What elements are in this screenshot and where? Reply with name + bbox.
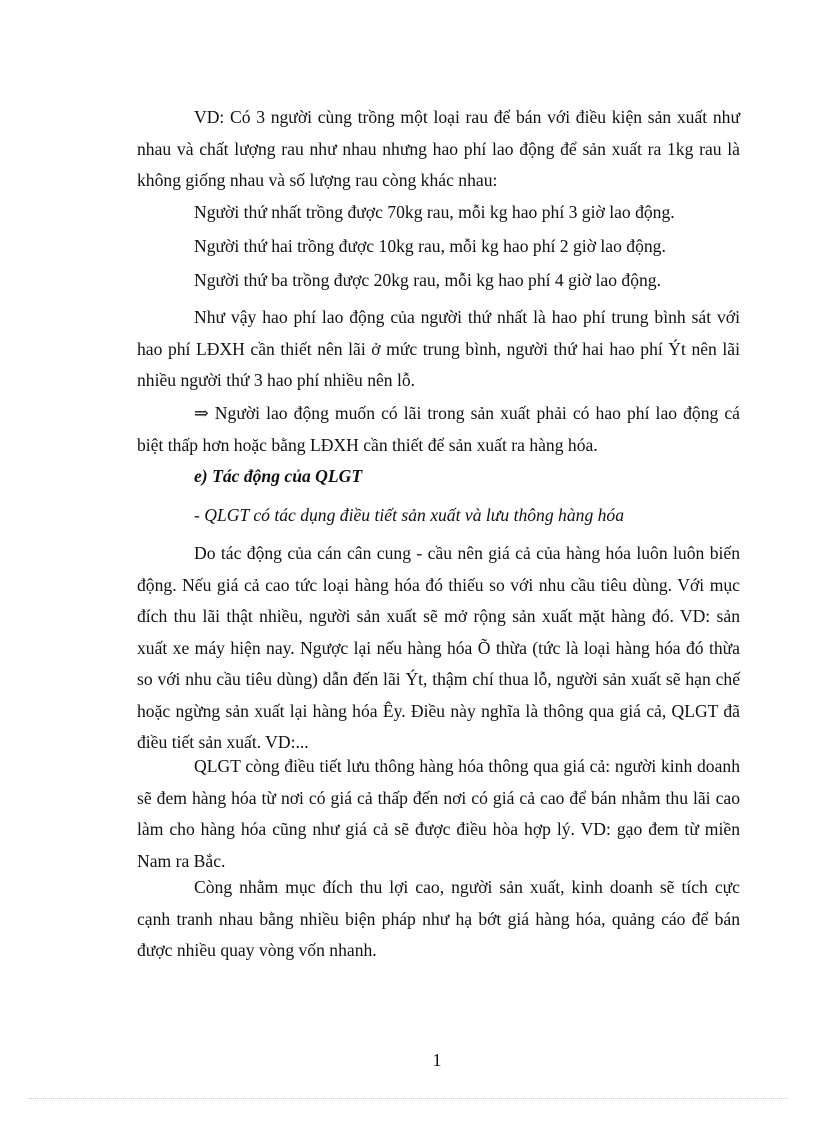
paragraph-analysis: Như vậy hao phí lao động của người thứ nhất là hao phí trung bình sát với hao phí LĐXH cần thiết nên lãi ở mức trung bình, người thứ hai hao phí Ýt nên lãi nhiều người thứ 3 hao phí nhiều nên lỗ. xyxy=(137,307,740,390)
paragraph-production-regulation: Do tác động của cán cân cung - cầu nên giá cả của hàng hóa luôn luôn biến động. Nếu giá cả cao tức loại hàng hóa đó thiếu so với nhu cầu tiêu dùng. Với mục đích thu lãi thật nhiều, người sản xuất sẽ mở rộng sản xuất mặt hàng đó. VD: sản xuất xe máy hiện nay. Ngược lại nếu hàng hóa Õ thừa (tức là loại hàng hóa đó thừa so với nhu cầu tiêu dùng) dẫn đến lãi Ýt, thậm chí thua lỗ, người sản xuất sẽ hạn chế hoặc ngừng sản xuất lại hàng hóa Êy. Điều này nghĩa là thông qua giá cả, QLGT đã điều tiết sản xuất. VD:... xyxy=(137,543,740,752)
example-line-3: Người thứ ba trồng được 20kg rau, mỗi kg hao phí 4 giờ lao động. xyxy=(194,270,661,290)
section-heading: e) Tác động của QLGT xyxy=(194,466,363,486)
paragraph-circulation-regulation: QLGT còng điều tiết lưu thông hàng hóa thông qua giá cả: người kinh doanh sẽ đem hàng hóa từ nơi có giá cả thấp đến nơi có giá cả cao để bán nhằm thu lãi cao làm cho hàng hóa cũng như giá cả sẽ được điều hòa hợp lý. VD: gạo đem từ miền Nam ra Bắc. xyxy=(137,756,740,871)
example-line-2: Người thứ hai trồng được 10kg rau, mỗi kg hao phí 2 giờ lao động. xyxy=(194,236,666,256)
example-line-1: Người thứ nhất trồng được 70kg rau, mỗi kg hao phí 3 giờ lao động. xyxy=(194,202,675,222)
paragraph-competition: Còng nhằm mục đích thu lợi cao, người sản xuất, kinh doanh sẽ tích cực cạnh tranh nhau bằng nhiều biện pháp như hạ bớt giá hàng hóa, quảng cáo để bán được nhiều quay vòng vốn nhanh. xyxy=(137,877,740,960)
page-number: 1 xyxy=(432,1050,442,1070)
paragraph-example: VD: Có 3 người cùng trồng một loại rau để bán với điều kiện sản xuất như nhau và chất lượng rau như nhau nhưng hao phí lao động để sản xuất ra 1kg rau là không giống nhau và số lượng rau còng khác nhau: xyxy=(137,107,740,190)
section-subheading: - QLGT có tác dụng điều tiết sản xuất và lưu thông hàng hóa xyxy=(194,505,625,525)
page-footer-divider xyxy=(28,1098,788,1099)
paragraph-conclusion: ⇒ Người lao động muốn có lãi trong sản xuất phải có hao phí lao động cá biệt thấp hơn hoặc bằng LĐXH cần thiết để sản xuất ra hàng hóa. xyxy=(137,403,740,455)
